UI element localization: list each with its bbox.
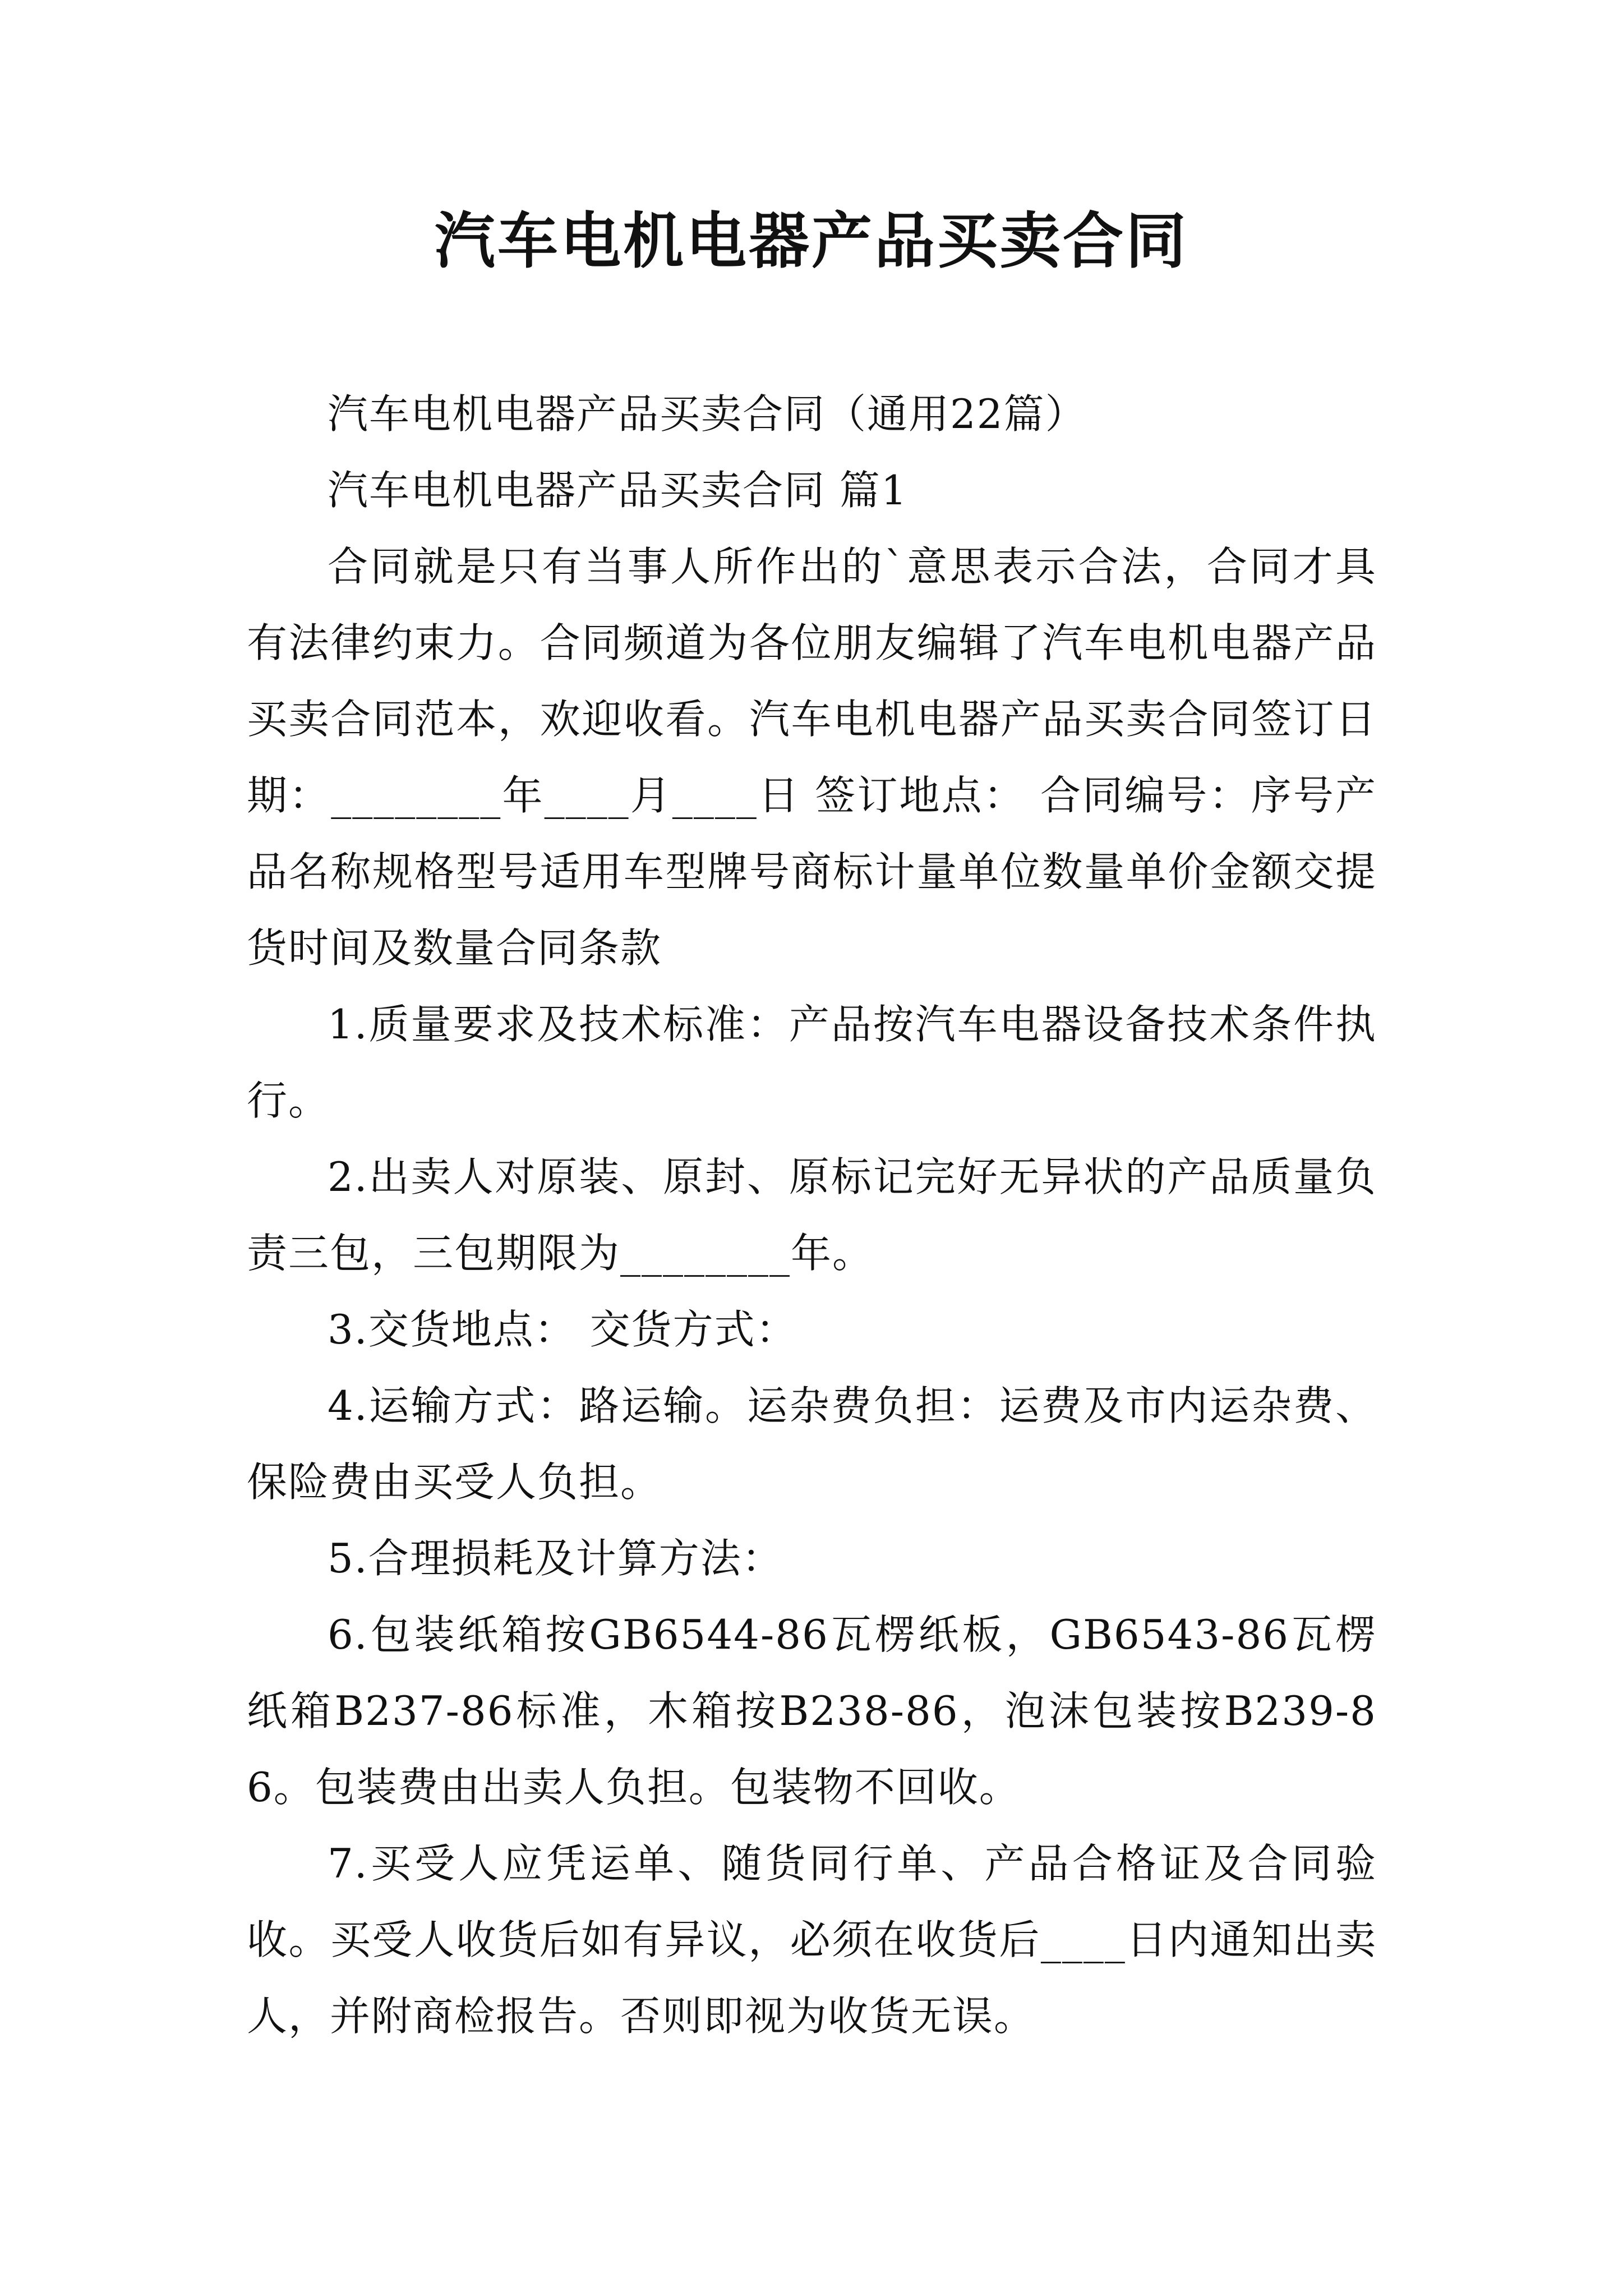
paragraph-clause-3: 3.交货地点： 交货方式： (328, 1306, 797, 1353)
paragraph-clause-4: 4.运输方式：路运输。运杂费负担：运费及市内运杂费、保险费由买受人负担。 (247, 1382, 1377, 1506)
paragraph-article-heading: 汽车电机电器产品买卖合同 篇1 (328, 467, 908, 514)
paragraph-clause-2: 2.出卖人对原装、原封、原标记完好无异状的产品质量负责三包，三包期限为________年。 (247, 1153, 1377, 1277)
paragraph-clause-5: 5.合理损耗及计算方法： (328, 1535, 783, 1582)
paragraph-intro: 合同就是只有当事人所作出的`意思表示合法，合同才具有法律约束力。合同频道为各位朋友编辑了汽车电机电器产品买卖合同范本，欢迎收看。汽车电机电器产品买卖合同签订日期：________年____月____日 签订地点： 合同编号：序号产品名称规格型号适用车型牌号商标计量单位数量单价金额交提货时间及数量合同条款 (247, 543, 1377, 972)
document-title: 汽车电机电器产品买卖合同 (434, 206, 1188, 277)
paragraph-clause-7: 7.买受人应凭运单、随货同行单、产品合格证及合同验收。买受人收货后如有异议，必须在收货后____日内通知出卖人，并附商检报告。否则即视为收货无误。 (247, 1840, 1377, 2040)
document-body (247, 376, 1377, 2054)
paragraph-collection-heading: 汽车电机电器产品买卖合同（通用22篇） (328, 390, 1087, 438)
paragraph-clause-1: 1.质量要求及技术标准：产品按汽车电器设备技术条件执行。 (247, 1001, 1377, 1124)
paragraph-clause-6: 6.包装纸箱按GB6544-86瓦楞纸板，GB6543-86瓦楞纸箱B237-86标准，木箱按B238-86，泡沫包装按B239-86。包装费由出卖人负担。包装物不回收。 (247, 1611, 1377, 1811)
